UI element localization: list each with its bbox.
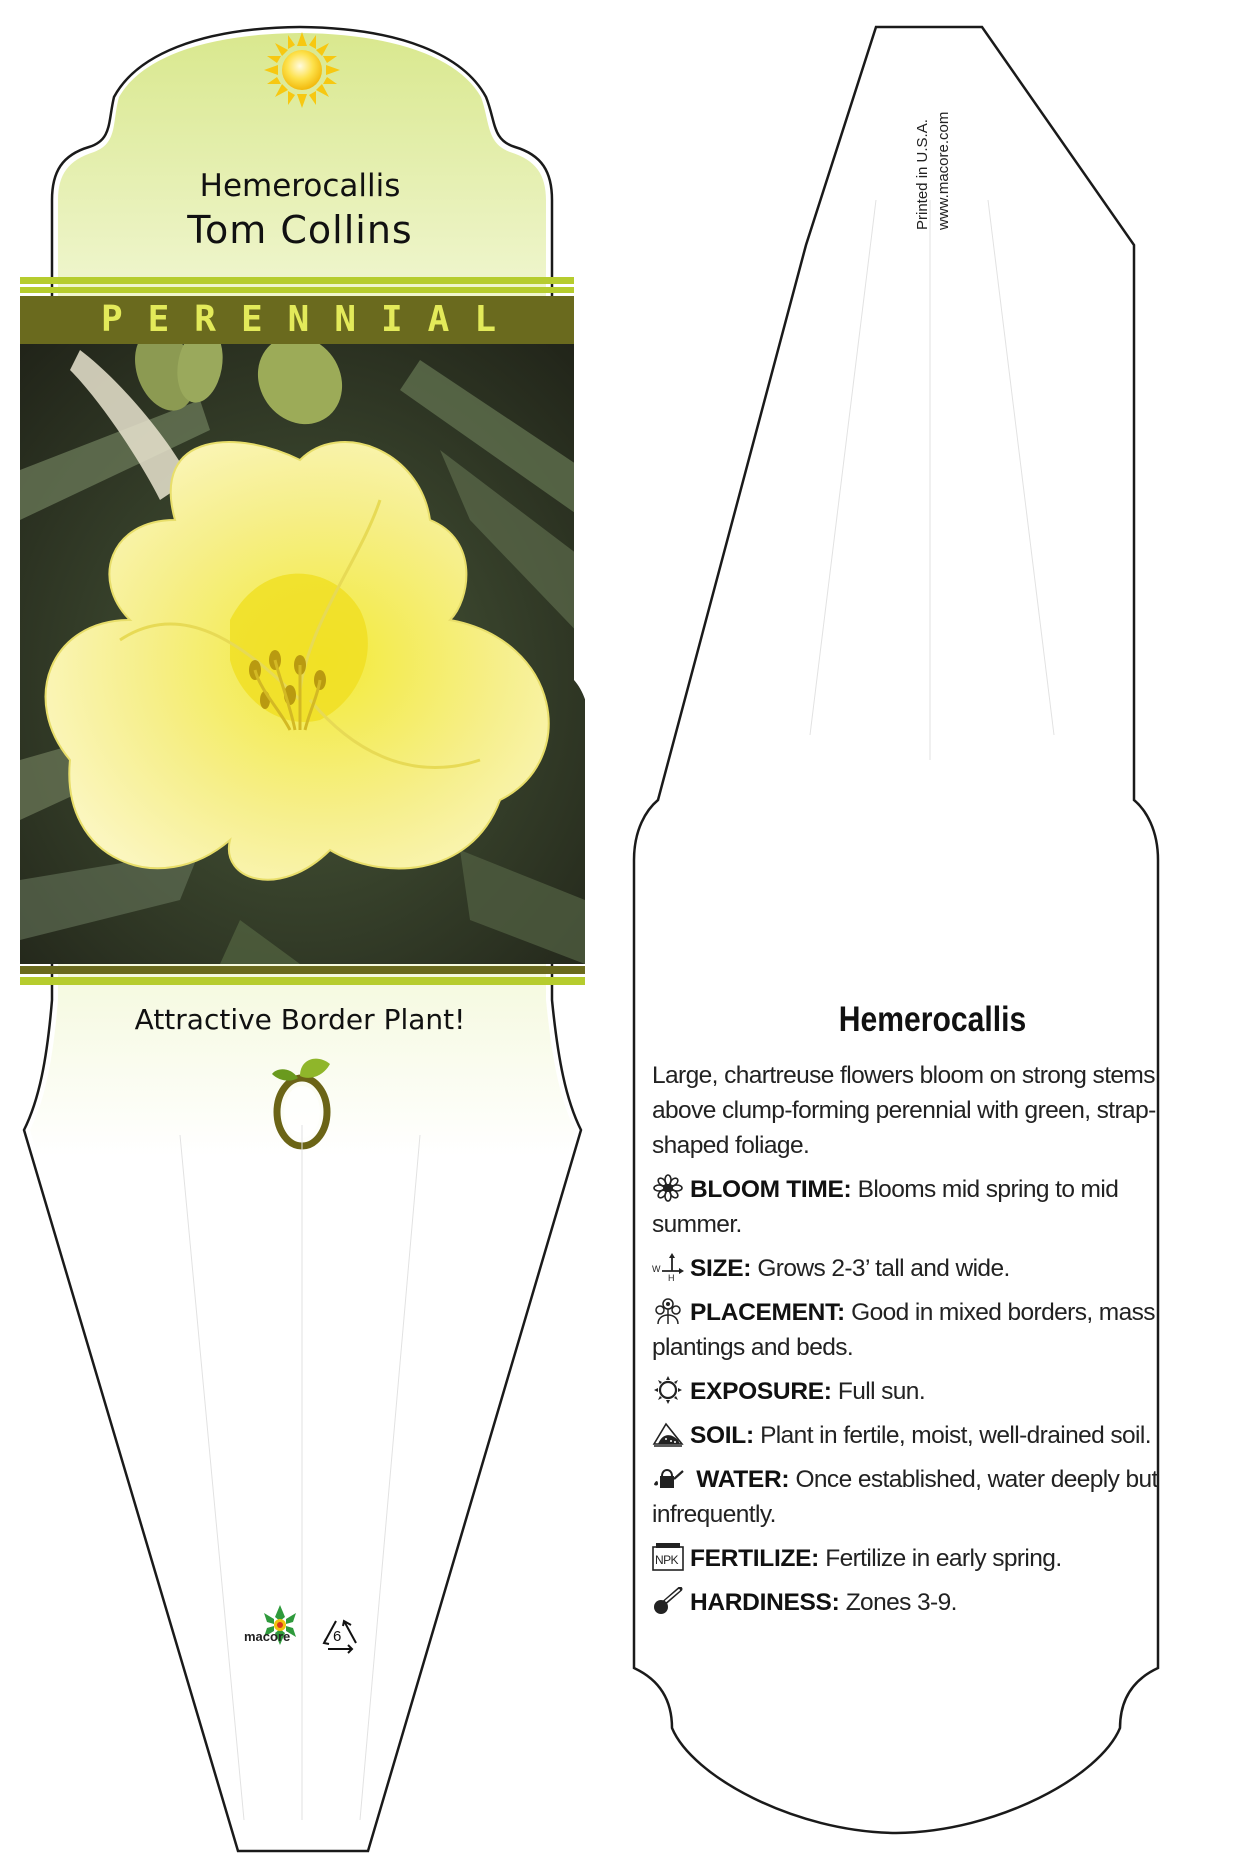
flower-icon xyxy=(652,1174,684,1202)
category-label: PERENNIAL xyxy=(100,299,522,340)
front-cultivar: Tom Collins xyxy=(187,208,413,252)
svg-text:W: W xyxy=(652,1264,660,1274)
attribute-bloom-time: BLOOM TIME: Blooms mid spring to mid summer. xyxy=(652,1176,1119,1238)
attribute-exposure: EXPOSURE: Full sun. xyxy=(652,1374,1212,1409)
thermometer-icon xyxy=(652,1587,684,1615)
front-genus: Hemerocallis xyxy=(199,168,401,204)
watering-can-icon xyxy=(652,1464,684,1492)
attribute-water: WATER: Once established, water deeply but infrequently. xyxy=(652,1466,1158,1528)
sun-badge-icon xyxy=(264,32,340,108)
sun-icon xyxy=(652,1376,684,1404)
attribute-soil: SOIL: Plant in fertile, moist, well-drained soil. xyxy=(652,1418,1212,1453)
printed-line-2: www.macore.com xyxy=(935,111,952,230)
size-icon xyxy=(652,1253,684,1281)
placement-icon xyxy=(652,1297,684,1325)
brand-label: macore xyxy=(244,1629,291,1644)
daylily-photo xyxy=(20,319,585,964)
recycle-code: 6 xyxy=(333,1628,342,1645)
printed-line-1: Printed in U.S.A. xyxy=(914,119,931,230)
attribute-placement: PLACEMENT: Good in mixed borders, mass plantings and beds. xyxy=(652,1299,1155,1361)
printed-info xyxy=(890,90,1130,240)
front-tagline: Attractive Border Plant! xyxy=(134,1003,466,1036)
attribute-size: W H SIZE: Grows 2-3’ tall and wide. xyxy=(652,1255,1010,1282)
svg-text:H: H xyxy=(668,1273,674,1281)
back-title: Hemerocallis xyxy=(838,1000,1027,1039)
npk-icon xyxy=(652,1543,684,1571)
svg-text:NPK: NPK xyxy=(655,1553,678,1567)
plant-description: Large, chartreuse flowers bloom on strong stems above clump-forming perennial with green, strap-shaped foliage. xyxy=(652,1062,1156,1159)
care-info xyxy=(652,1058,1212,1629)
attribute-hardiness: HARDINESS: Zones 3-9. xyxy=(652,1585,1212,1620)
attribute-fertilize: NPK FERTILIZE: Fertilize in early spring. xyxy=(652,1541,1212,1576)
soil-icon xyxy=(652,1420,684,1448)
